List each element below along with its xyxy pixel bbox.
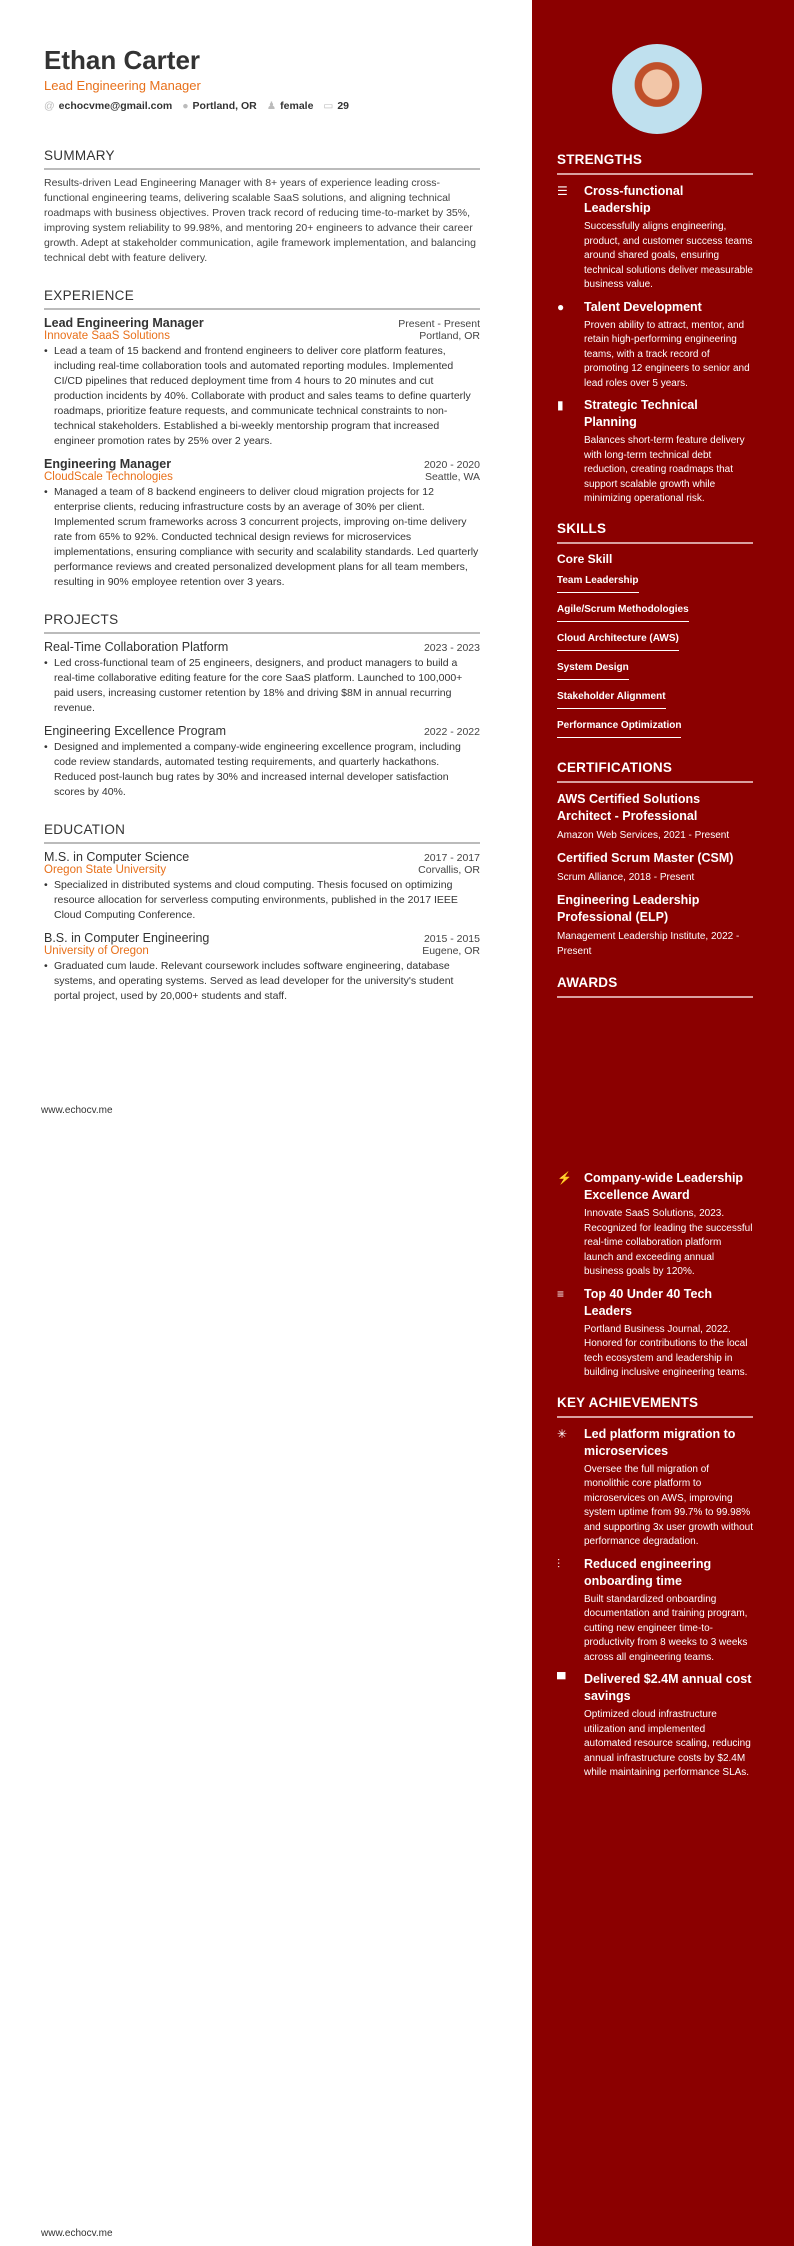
degree: B.S. in Computer Engineering — [44, 931, 210, 945]
summary-section — [44, 148, 480, 266]
strength-title: Cross-functional Leadership — [584, 184, 684, 215]
location-pin-icon: ● — [182, 100, 189, 112]
sparkle-icon: ✳ — [557, 1426, 568, 1441]
description: • Specialized in distributed systems and cloud computing. Thesis focused on optimizing resource allocation for serverless computing environments, published in the 2017 IEEE Cloud Computing Conference. — [54, 879, 458, 921]
degree: M.S. in Computer Science — [44, 850, 190, 864]
person-icon: ♟ — [266, 100, 277, 112]
skill-item: Performance Optimization — [557, 720, 681, 738]
calendar-icon: ▭ — [323, 100, 334, 112]
main-column — [44, 44, 480, 1012]
description: • Designed and implemented a company-wide engineering excellence program, including code review standards, automated testing requirements, and quarterly hackathons. Reduced post-launch bug rates by 30% and increased internal developer satisfaction scores by 40%. — [54, 741, 461, 798]
experience-entry — [44, 316, 480, 449]
project-entry — [44, 640, 480, 716]
education-section — [44, 822, 480, 1004]
strengths-section — [557, 152, 753, 507]
location: Eugene, OR — [422, 945, 480, 957]
section-heading: SUMMARY — [44, 148, 480, 170]
strength-item — [557, 397, 753, 507]
project-title: Engineering Excellence Program — [44, 724, 227, 738]
cert-title: Engineering Leadership Professional (ELP) — [557, 892, 700, 924]
job-title: Lead Engineering Manager — [44, 78, 201, 93]
section-heading: AWARDS — [557, 975, 753, 998]
description: • Graduated cum laude. Relevant coursework includes software engineering, database systems, and operating systems. Served as lead developer for the university's student portal project, used by 20,000+ students and staff. — [54, 960, 454, 1002]
section-heading: PROJECTS — [44, 612, 480, 634]
dates: 2017 - 2017 — [423, 852, 480, 864]
summary-text: Results-driven Lead Engineering Manager with 8+ years of experience leading cross-functional engineering teams, delivering scalable SaaS solutions, and aligning technical roadmaps with business objectives. Proven track record of reducing time-to-market by 35%, improving system reliability to 99.98%, and mentoring 20+ engineers to advance their career growth. Adept at stakeholder communication, agile framework implementation, and balancing technical debt with feature delivery. — [44, 177, 476, 264]
strength-text: Successfully aligns engineering, product, and customer success teams around shared goals, ensuring technical solutions deliver measurable business value. — [584, 221, 753, 290]
achievement-text: Oversee the full migration of monolithic core platform to microservices on AWS, improving system uptime from 99.7% to 99.98% and supporting 3x user growth without performance degradation. — [584, 1463, 753, 1547]
achievement-title: Led platform migration to microservices — [584, 1426, 736, 1458]
skills-section — [557, 521, 753, 744]
description: • Led cross-functional team of 25 engineers, designers, and product managers to build a real-time collaborative editing feature for the core SaaS platform. Launched to 100,000+ paid users, increasing customer retention by 18% and driving $8M in annual recurring revenue. — [54, 657, 463, 714]
section-heading: KEY ACHIEVEMENTS — [557, 1395, 753, 1418]
bar-chart-icon: ▮ — [557, 398, 564, 412]
dates: Present - Present — [398, 318, 480, 330]
school: Oregon State University — [44, 864, 167, 876]
strength-item — [557, 299, 753, 392]
cert-title: Certified Scrum Master (CSM) — [557, 850, 734, 865]
strength-title: Talent Development — [584, 299, 702, 314]
sidebar-page-1 — [557, 152, 753, 1006]
achievement-text: Built standardized onboarding documentation and training program, cutting new engineer time-to-productivity from 8 weeks to 3 weeks across all engineering teams. — [584, 1593, 748, 1663]
skill-item: Cloud Architecture (AWS) — [557, 633, 679, 651]
location: Portland, OR — [419, 330, 480, 342]
age: 29 — [337, 100, 350, 112]
position-title: Engineering Manager — [44, 457, 172, 471]
cert-issuer: Amazon Web Services, 2021 - Present — [557, 829, 730, 841]
skill-item: Stakeholder Alignment — [557, 691, 666, 709]
skill-item: Agile/Scrum Methodologies — [557, 604, 689, 622]
project-entry — [44, 724, 480, 800]
project-title: Real-Time Collaboration Platform — [44, 640, 229, 654]
skill-item: Team Leadership — [557, 575, 639, 593]
dates: 2015 - 2015 — [423, 933, 480, 945]
sliders-icon: ⫶ — [557, 1556, 561, 1571]
section-heading: CERTIFICATIONS — [557, 760, 753, 783]
gender: female — [280, 100, 314, 112]
description: • Lead a team of 15 backend and frontend engineers to deliver core platform features, including real-time collaboration tools and automated reporting modules. Implemented CI/CD pipelines that reduced deployment time from 4 hours to 20 minutes and cut production incidents by 40%. Collaborate with product and sales teams to define quarterly roadmaps, prioritize feature requests, and communicate technical constraints to non-technical stakeholders. Established a bi-weekly mentorship program that increased engineer promotion rates by 25% over 2 years. — [54, 345, 471, 447]
certifications-section — [557, 760, 753, 959]
section-heading: SKILLS — [557, 521, 753, 544]
cert-issuer: Management Leadership Institute, 2022 - Present — [557, 930, 740, 957]
school: University of Oregon — [44, 945, 149, 957]
badge-icon: ● — [557, 299, 565, 314]
experience-entry — [44, 457, 480, 590]
award-text: Innovate SaaS Solutions, 2023. Recognized for leading the successful real-time collaboration platform launch and exceeding annual business goals by 120%. — [584, 1208, 753, 1277]
education-entry — [44, 850, 480, 923]
section-heading: EXPERIENCE — [44, 288, 480, 310]
skill-item: System Design — [557, 662, 629, 680]
candidate-name: Ethan Carter — [44, 45, 201, 75]
experience-section — [44, 288, 480, 590]
strength-text: Balances short-term feature delivery with long-term technical debt reduction, creating roadmaps that support scalable growth while minimizing operational risk. — [584, 435, 745, 504]
dates: 2020 - 2020 — [423, 459, 480, 471]
profile-photo — [612, 44, 702, 134]
section-heading: EDUCATION — [44, 822, 480, 844]
location: Seattle, WA — [424, 471, 480, 483]
list-icon: ≡ — [557, 1286, 565, 1301]
award-text: Portland Business Journal, 2022. Honored for contributions to the local tech ecosystem and leadership in building inclusive engineering teams. — [584, 1323, 748, 1378]
projects-section — [44, 612, 480, 800]
award-title: Company-wide Leadership Excellence Award — [584, 1171, 744, 1202]
skill-group: Core Skill — [557, 551, 613, 566]
at-icon: @ — [44, 100, 55, 112]
strength-item — [557, 183, 753, 293]
cert-title: AWS Certified Solutions Architect - Professional — [557, 791, 701, 823]
cert-issuer: Scrum Alliance, 2018 - Present — [557, 871, 695, 883]
company: CloudScale Technologies — [44, 471, 173, 483]
achievement-text: Optimized cloud infrastructure utilization and implemented automated resource scaling, reducing annual infrastructure costs by $2.4M while maintaining performance SLAs. — [584, 1709, 751, 1778]
sidebar-page-2 — [557, 1170, 753, 1787]
archive-icon: ▀ — [557, 1672, 566, 1686]
achievement-item — [557, 1426, 753, 1550]
footer-link[interactable]: www.echocv.me — [41, 2228, 113, 2239]
achievement-item — [557, 1671, 753, 1781]
location: Corvallis, OR — [418, 864, 480, 876]
dates: 2023 - 2023 — [423, 642, 480, 654]
achievements-section — [557, 1395, 753, 1781]
award-item — [557, 1170, 753, 1280]
award-title: Top 40 Under 40 Tech Leaders — [584, 1286, 713, 1318]
award-item — [557, 1286, 753, 1381]
description: • Managed a team of 8 backend engineers to deliver cloud migration projects for 12 enterprise clients, reducing infrastructure costs by an average of 30% per client. Implemented scrum frameworks across 3 concurrent projects, improving on-time delivery rate from 65% to 92%. Conducted technical design reviews for microservices implementations, ensuring compliance with security and scalability standards. Led quarterly performance reviews and created personalized development plans for all team members, resulting in 90% employee retention over 3 years. — [54, 486, 479, 588]
achievement-item — [557, 1556, 753, 1666]
email: echocvme@gmail.com — [58, 100, 173, 112]
section-heading: STRENGTHS — [557, 152, 753, 175]
achievement-title: Delivered $2.4M annual cost savings — [584, 1672, 752, 1703]
dates: 2022 - 2022 — [423, 726, 480, 738]
location: Portland, OR — [192, 100, 257, 112]
company: Innovate SaaS Solutions — [44, 330, 170, 342]
database-icon: ☰ — [557, 184, 568, 198]
contact-info — [44, 100, 480, 112]
lightning-icon: ⚡ — [557, 1171, 572, 1185]
footer-link[interactable]: www.echocv.me — [41, 1105, 113, 1116]
education-entry — [44, 931, 480, 1004]
strength-text: Proven ability to attract, mentor, and retain high-performing engineering teams, with a track record of promoting 12 engineers to senior and lead roles over 5 years. — [584, 319, 750, 389]
position-title: Lead Engineering Manager — [44, 316, 204, 330]
awards-section — [557, 975, 753, 998]
strength-title: Strategic Technical Planning — [584, 398, 698, 429]
achievement-title: Reduced engineering onboarding time — [584, 1556, 712, 1588]
